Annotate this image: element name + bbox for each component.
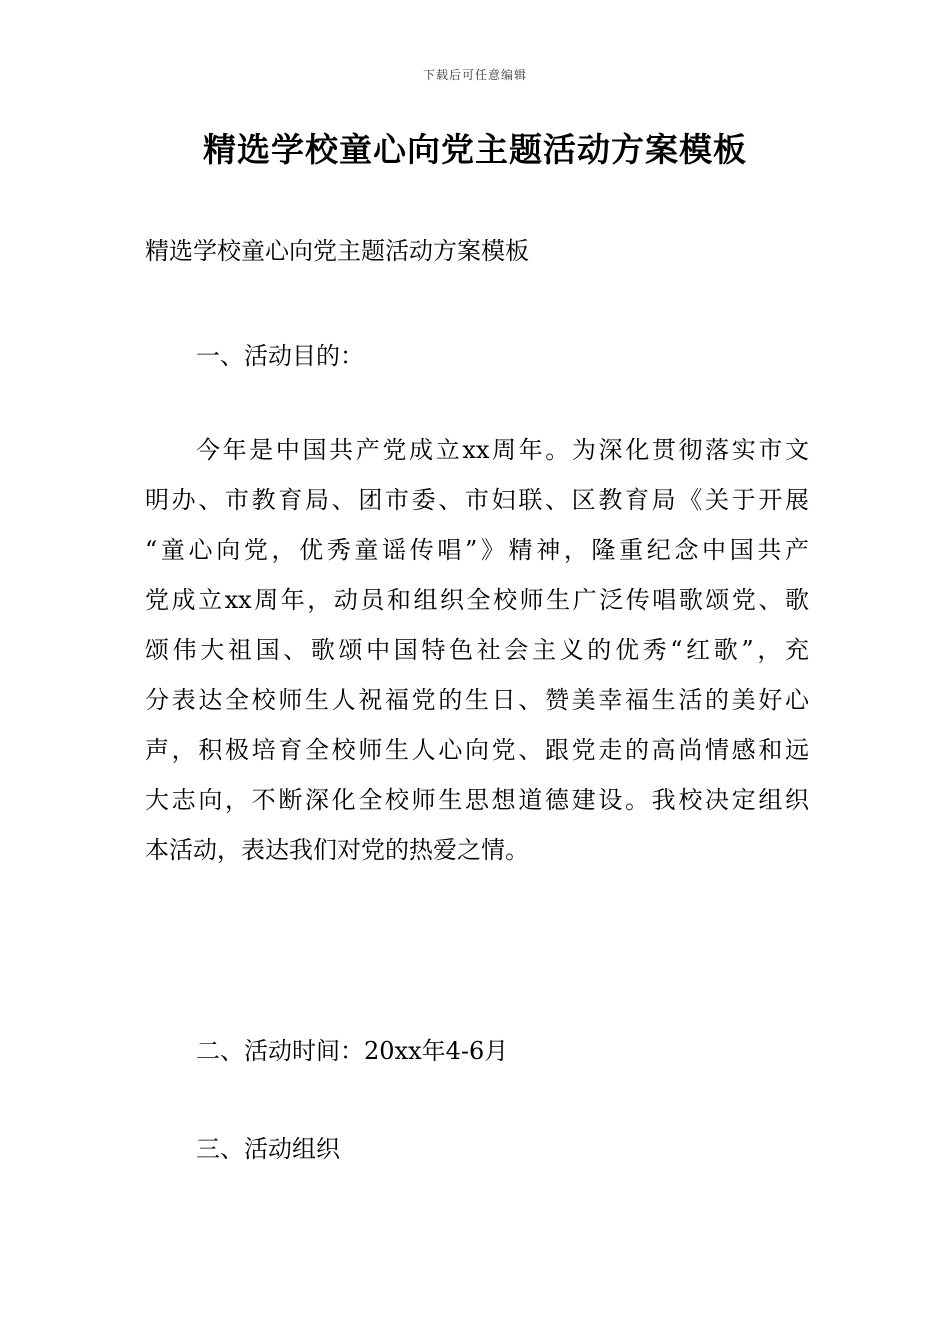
section-heading-purpose: 一、活动目的：	[196, 342, 364, 370]
section-heading-organization: 三、活动组织	[196, 1135, 340, 1163]
paragraph-line: 声，积极培育全校师生人心向党、跟党走的高尚情感和远	[145, 736, 809, 764]
paragraph-line: “童心向党，优秀童谣传唱”》精神，隆重纪念中国共产	[145, 536, 809, 564]
paragraph-line: 今年是中国共产党成立xx周年。为深化贯彻落实市文	[196, 436, 809, 464]
paragraph-line: 大志向，不断深化全校师生思想道德建设。我校决定组织	[145, 786, 809, 814]
purpose-paragraph	[145, 425, 809, 875]
paragraph-line: 明办、市教育局、团市委、市妇联、区教育局《关于开展	[145, 486, 809, 514]
document-subtitle: 精选学校童心向党主题活动方案模板	[145, 237, 529, 265]
paragraph-line: 本活动，表达我们对党的热爱之情。	[145, 836, 529, 864]
paragraph-line: 党成立xx周年，动员和组织全校师生广泛传唱歌颂党、歌	[145, 586, 809, 614]
paragraph-line: 颂伟大祖国、歌颂中国特色社会主义的优秀“红歌”，充	[145, 636, 809, 664]
document-title: 精选学校童心向党主题活动方案模板	[203, 130, 747, 169]
paragraph-line: 分表达全校师生人祝福党的生日、赞美幸福生活的美好心	[145, 686, 809, 714]
header-note: 下载后可任意编辑	[422, 68, 527, 82]
section-heading-time: 二、活动时间：20xx年4-6月	[196, 1037, 509, 1065]
